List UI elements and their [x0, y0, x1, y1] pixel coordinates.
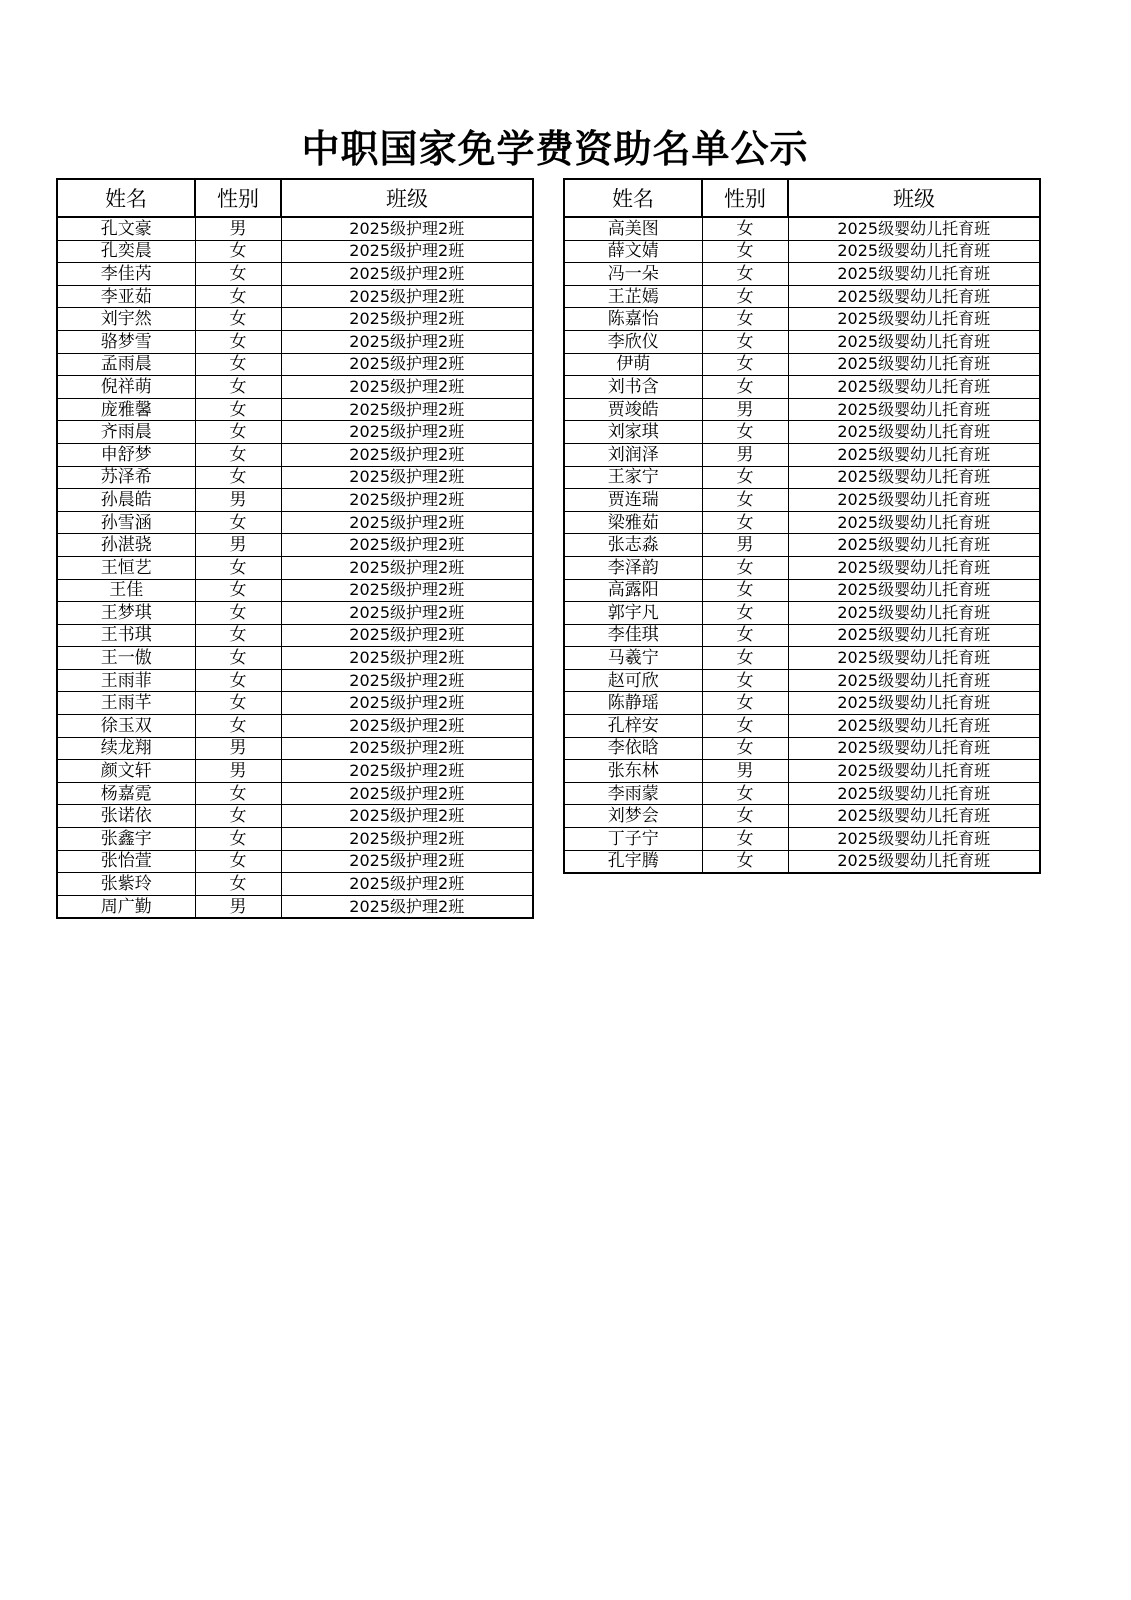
gender-cell: 女 [702, 466, 788, 489]
class-cell: 2025级婴幼儿托育班 [788, 285, 1040, 308]
header-row [57, 179, 533, 217]
class-cell: 2025级婴幼儿托育班 [788, 556, 1040, 579]
table-row [57, 737, 533, 760]
student-name-cell: 张东林 [564, 760, 702, 783]
student-name-cell: 申舒梦 [57, 443, 195, 466]
student-name-cell: 王雨菲 [57, 669, 195, 692]
class-cell: 2025级婴幼儿托育班 [788, 534, 1040, 557]
gender-cell: 女 [702, 624, 788, 647]
gender-cell: 女 [702, 308, 788, 331]
student-name-cell: 张鑫宇 [57, 828, 195, 851]
class-cell: 2025级护理2班 [281, 737, 533, 760]
table-row [564, 511, 1040, 534]
gender-cell: 女 [702, 421, 788, 444]
table-row [57, 556, 533, 579]
table-row [564, 805, 1040, 828]
left-roster-table [56, 178, 534, 919]
class-cell: 2025级护理2班 [281, 715, 533, 738]
gender-cell: 女 [702, 715, 788, 738]
student-name-cell: 孙晨皓 [57, 489, 195, 512]
student-name-cell: 梁雅茹 [564, 511, 702, 534]
student-name-cell: 伊萌 [564, 353, 702, 376]
table-row [564, 782, 1040, 805]
gender-cell: 男 [702, 760, 788, 783]
table-row [57, 579, 533, 602]
class-cell: 2025级护理2班 [281, 850, 533, 873]
table-row [57, 353, 533, 376]
student-name-cell: 王梦琪 [57, 602, 195, 625]
student-name-cell: 陈静瑶 [564, 692, 702, 715]
student-name-cell: 王家宁 [564, 466, 702, 489]
student-name-cell: 孔宇腾 [564, 850, 702, 873]
class-cell: 2025级婴幼儿托育班 [788, 353, 1040, 376]
gender-cell: 男 [195, 737, 281, 760]
gender-cell: 女 [195, 240, 281, 263]
student-name-cell: 李佳芮 [57, 263, 195, 286]
table-row [564, 534, 1040, 557]
table-row [564, 715, 1040, 738]
class-cell: 2025级护理2班 [281, 240, 533, 263]
student-name-cell: 齐雨晨 [57, 421, 195, 444]
gender-cell: 女 [195, 285, 281, 308]
gender-cell: 女 [702, 285, 788, 308]
gender-cell: 女 [195, 421, 281, 444]
class-cell: 2025级婴幼儿托育班 [788, 466, 1040, 489]
gender-cell: 女 [195, 715, 281, 738]
table-row [564, 624, 1040, 647]
gender-cell: 女 [702, 511, 788, 534]
table-row [564, 692, 1040, 715]
table-row [564, 602, 1040, 625]
class-cell: 2025级婴幼儿托育班 [788, 579, 1040, 602]
gender-cell: 女 [195, 624, 281, 647]
student-name-cell: 杨嘉霓 [57, 782, 195, 805]
student-name-cell: 颜文轩 [57, 760, 195, 783]
class-column-header: 班级 [788, 179, 1040, 217]
table-row [57, 647, 533, 670]
table-row [57, 895, 533, 918]
class-cell: 2025级婴幼儿托育班 [788, 511, 1040, 534]
class-column-header: 班级 [281, 179, 533, 217]
table-row [57, 308, 533, 331]
class-cell: 2025级婴幼儿托育班 [788, 624, 1040, 647]
table-row [564, 240, 1040, 263]
student-name-cell: 孔奕晨 [57, 240, 195, 263]
gender-cell: 男 [195, 217, 281, 240]
student-name-cell: 刘家琪 [564, 421, 702, 444]
student-name-cell: 王雨芊 [57, 692, 195, 715]
student-name-cell: 王芷嫣 [564, 285, 702, 308]
gender-cell: 女 [702, 602, 788, 625]
student-name-cell: 庞雅馨 [57, 398, 195, 421]
class-cell: 2025级护理2班 [281, 421, 533, 444]
student-name-cell: 薛文婧 [564, 240, 702, 263]
class-cell: 2025级护理2班 [281, 782, 533, 805]
header-row [564, 179, 1040, 217]
table-row [57, 398, 533, 421]
class-cell: 2025级护理2班 [281, 602, 533, 625]
table-row [57, 760, 533, 783]
student-name-cell: 马羲宁 [564, 647, 702, 670]
gender-cell: 女 [702, 240, 788, 263]
gender-cell: 女 [195, 782, 281, 805]
class-cell: 2025级婴幼儿托育班 [788, 737, 1040, 760]
student-name-cell: 续龙翔 [57, 737, 195, 760]
student-name-cell: 贾连瑞 [564, 489, 702, 512]
table-row [57, 489, 533, 512]
student-name-cell: 孙湛骁 [57, 534, 195, 557]
table-row [564, 443, 1040, 466]
gender-cell: 男 [195, 489, 281, 512]
class-cell: 2025级婴幼儿托育班 [788, 805, 1040, 828]
gender-cell: 女 [195, 376, 281, 399]
class-cell: 2025级婴幼儿托育班 [788, 782, 1040, 805]
student-name-cell: 孙雪涵 [57, 511, 195, 534]
student-name-cell: 贾竣皓 [564, 398, 702, 421]
gender-cell: 女 [702, 737, 788, 760]
table-row [57, 534, 533, 557]
class-cell: 2025级护理2班 [281, 285, 533, 308]
class-cell: 2025级护理2班 [281, 647, 533, 670]
student-name-cell: 高露阳 [564, 579, 702, 602]
student-name-cell: 张诺依 [57, 805, 195, 828]
gender-cell: 女 [702, 579, 788, 602]
table-row [57, 828, 533, 851]
gender-cell: 男 [195, 760, 281, 783]
right-roster-body [564, 217, 1040, 873]
table-row [57, 873, 533, 896]
class-cell: 2025级护理2班 [281, 489, 533, 512]
table-row [564, 263, 1040, 286]
gender-cell: 女 [195, 443, 281, 466]
table-row [57, 443, 533, 466]
table-row [564, 330, 1040, 353]
class-cell: 2025级护理2班 [281, 263, 533, 286]
table-row [57, 511, 533, 534]
gender-cell: 女 [702, 647, 788, 670]
right-roster-table [563, 178, 1041, 874]
table-row [564, 353, 1040, 376]
student-name-cell: 徐玉双 [57, 715, 195, 738]
student-name-cell: 周广勤 [57, 895, 195, 918]
student-name-cell: 骆梦雪 [57, 330, 195, 353]
class-cell: 2025级婴幼儿托育班 [788, 602, 1040, 625]
student-name-cell: 王佳 [57, 579, 195, 602]
gender-cell: 女 [195, 873, 281, 896]
table-row [57, 376, 533, 399]
gender-cell: 男 [702, 534, 788, 557]
class-cell: 2025级护理2班 [281, 669, 533, 692]
student-name-cell: 郭宇凡 [564, 602, 702, 625]
class-cell: 2025级护理2班 [281, 556, 533, 579]
student-name-cell: 丁子宁 [564, 828, 702, 851]
class-cell: 2025级护理2班 [281, 873, 533, 896]
gender-cell: 女 [195, 330, 281, 353]
table-row [57, 217, 533, 240]
table-row [57, 692, 533, 715]
student-name-cell: 李依晗 [564, 737, 702, 760]
table-row [57, 624, 533, 647]
class-cell: 2025级婴幼儿托育班 [788, 263, 1040, 286]
gender-cell: 女 [702, 556, 788, 579]
student-name-cell: 高美图 [564, 217, 702, 240]
table-row [57, 715, 533, 738]
student-name-cell: 孔梓安 [564, 715, 702, 738]
class-cell: 2025级护理2班 [281, 398, 533, 421]
class-cell: 2025级护理2班 [281, 443, 533, 466]
gender-cell: 女 [195, 556, 281, 579]
gender-cell: 女 [195, 263, 281, 286]
gender-cell: 女 [195, 850, 281, 873]
table-row [57, 805, 533, 828]
gender-cell: 女 [195, 353, 281, 376]
gender-cell: 女 [702, 263, 788, 286]
table-row [564, 760, 1040, 783]
gender-cell: 女 [702, 782, 788, 805]
class-cell: 2025级婴幼儿托育班 [788, 398, 1040, 421]
class-cell: 2025级护理2班 [281, 579, 533, 602]
student-name-cell: 王书琪 [57, 624, 195, 647]
student-name-cell: 李泽韵 [564, 556, 702, 579]
table-row [57, 850, 533, 873]
class-cell: 2025级护理2班 [281, 828, 533, 851]
student-name-cell: 张怡萱 [57, 850, 195, 873]
table-row [564, 579, 1040, 602]
name-column-header: 姓名 [57, 179, 195, 217]
gender-cell: 女 [702, 692, 788, 715]
gender-cell: 男 [195, 534, 281, 557]
gender-cell: 女 [195, 466, 281, 489]
student-name-cell: 冯一朵 [564, 263, 702, 286]
student-name-cell: 倪祥萌 [57, 376, 195, 399]
gender-cell: 女 [702, 217, 788, 240]
table-row [564, 398, 1040, 421]
gender-cell: 女 [195, 647, 281, 670]
student-name-cell: 李欣仪 [564, 330, 702, 353]
table-row [564, 489, 1040, 512]
class-cell: 2025级婴幼儿托育班 [788, 376, 1040, 399]
student-name-cell: 苏泽希 [57, 466, 195, 489]
gender-cell: 女 [195, 692, 281, 715]
gender-cell: 女 [702, 330, 788, 353]
gender-cell: 女 [702, 489, 788, 512]
class-cell: 2025级婴幼儿托育班 [788, 760, 1040, 783]
student-name-cell: 陈嘉怡 [564, 308, 702, 331]
gender-cell: 女 [195, 805, 281, 828]
table-row [564, 217, 1040, 240]
class-cell: 2025级婴幼儿托育班 [788, 308, 1040, 331]
gender-cell: 女 [195, 579, 281, 602]
class-cell: 2025级婴幼儿托育班 [788, 828, 1040, 851]
gender-column-header: 性别 [195, 179, 281, 217]
class-cell: 2025级婴幼儿托育班 [788, 421, 1040, 444]
student-name-cell: 李亚茹 [57, 285, 195, 308]
gender-cell: 女 [702, 850, 788, 873]
table-row [57, 330, 533, 353]
class-cell: 2025级护理2班 [281, 511, 533, 534]
table-row [564, 376, 1040, 399]
student-name-cell: 刘梦会 [564, 805, 702, 828]
gender-cell: 女 [702, 669, 788, 692]
class-cell: 2025级护理2班 [281, 760, 533, 783]
class-cell: 2025级护理2班 [281, 624, 533, 647]
gender-cell: 女 [195, 828, 281, 851]
gender-cell: 女 [702, 805, 788, 828]
student-name-cell: 王一傲 [57, 647, 195, 670]
gender-cell: 女 [702, 376, 788, 399]
student-name-cell: 刘宇然 [57, 308, 195, 331]
left-roster-body [57, 217, 533, 918]
table-row [564, 850, 1040, 873]
gender-cell: 女 [195, 308, 281, 331]
table-row [564, 421, 1040, 444]
student-name-cell: 刘润泽 [564, 443, 702, 466]
gender-cell: 女 [702, 353, 788, 376]
class-cell: 2025级护理2班 [281, 534, 533, 557]
gender-column-header: 性别 [702, 179, 788, 217]
table-row [57, 602, 533, 625]
name-column-header: 姓名 [564, 179, 702, 217]
class-cell: 2025级婴幼儿托育班 [788, 715, 1040, 738]
gender-cell: 男 [702, 398, 788, 421]
student-name-cell: 张紫玲 [57, 873, 195, 896]
class-cell: 2025级婴幼儿托育班 [788, 692, 1040, 715]
gender-cell: 女 [195, 669, 281, 692]
class-cell: 2025级护理2班 [281, 895, 533, 918]
gender-cell: 女 [195, 511, 281, 534]
student-name-cell: 王恒艺 [57, 556, 195, 579]
class-cell: 2025级婴幼儿托育班 [788, 443, 1040, 466]
class-cell: 2025级护理2班 [281, 308, 533, 331]
page-title: 中职国家免学费资助名单公示 [301, 127, 809, 171]
class-cell: 2025级婴幼儿托育班 [788, 240, 1040, 263]
gender-cell: 女 [195, 398, 281, 421]
gender-cell: 男 [195, 895, 281, 918]
table-row [57, 263, 533, 286]
class-cell: 2025级护理2班 [281, 805, 533, 828]
class-cell: 2025级婴幼儿托育班 [788, 217, 1040, 240]
student-name-cell: 张志淼 [564, 534, 702, 557]
student-name-cell: 赵可欣 [564, 669, 702, 692]
table-row [564, 556, 1040, 579]
class-cell: 2025级护理2班 [281, 353, 533, 376]
class-cell: 2025级婴幼儿托育班 [788, 647, 1040, 670]
class-cell: 2025级婴幼儿托育班 [788, 330, 1040, 353]
class-cell: 2025级护理2班 [281, 466, 533, 489]
class-cell: 2025级婴幼儿托育班 [788, 850, 1040, 873]
gender-cell: 女 [702, 828, 788, 851]
gender-cell: 男 [702, 443, 788, 466]
class-cell: 2025级护理2班 [281, 376, 533, 399]
student-name-cell: 孟雨晨 [57, 353, 195, 376]
student-name-cell: 刘书含 [564, 376, 702, 399]
class-cell: 2025级护理2班 [281, 330, 533, 353]
table-row [564, 308, 1040, 331]
table-row [564, 737, 1040, 760]
class-cell: 2025级婴幼儿托育班 [788, 669, 1040, 692]
table-row [564, 466, 1040, 489]
table-row [57, 240, 533, 263]
table-row [57, 466, 533, 489]
student-name-cell: 李佳琪 [564, 624, 702, 647]
student-name-cell: 李雨蒙 [564, 782, 702, 805]
table-row [57, 421, 533, 444]
table-row [57, 782, 533, 805]
table-row [564, 647, 1040, 670]
table-row [564, 669, 1040, 692]
student-name-cell: 孔文豪 [57, 217, 195, 240]
class-cell: 2025级护理2班 [281, 692, 533, 715]
table-row [564, 285, 1040, 308]
table-row [57, 669, 533, 692]
table-row [57, 285, 533, 308]
gender-cell: 女 [195, 602, 281, 625]
table-row [564, 828, 1040, 851]
class-cell: 2025级婴幼儿托育班 [788, 489, 1040, 512]
class-cell: 2025级护理2班 [281, 217, 533, 240]
